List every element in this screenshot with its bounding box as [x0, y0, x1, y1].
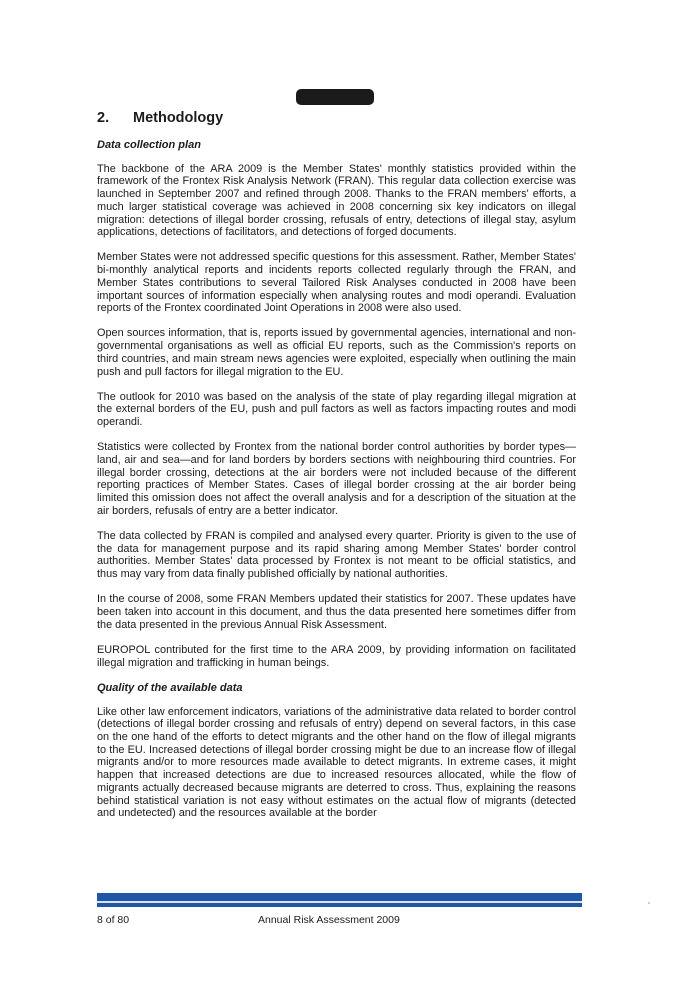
- paragraph-statistics: Statistics were collected by Frontex from the national border control authorities by border types—land, air and sea—and for land borders by borders sections with neighbouring third countries. For illegal border crossing, detections at the air borders were not included because of the different reporting practices of Member States. Cases of illegal border crossing at the air border being limited this omission does not affect the overall analysis and for a description of the situation at the air borders, refusals of entry are a better indicator.: [97, 441, 576, 517]
- paragraph-open-sources: Open sources information, that is, reports issued by governmental agencies, international and non-governmental organisations as well as official EU reports, such as the Commission's reports on third countries, and main stream news agencies were exploited, especially when outlining the main push and pull factors for illegal migration to the EU.: [97, 327, 576, 378]
- paragraph-outlook: The outlook for 2010 was based on the analysis of the state of play regarding illegal migration at the external borders of the EU, push and pull factors as well as factors impacting routes and modi operandi.: [97, 390, 576, 429]
- page-footer: [97, 914, 400, 926]
- document-title: Annual Risk Assessment 2009: [258, 914, 400, 926]
- subheading-data-collection: Data collection plan: [97, 139, 201, 151]
- section-heading: [97, 110, 223, 126]
- paragraph-updates: In the course of 2008, some FRAN Members updated their statistics for 2007. These updates have been taken into account in this document, and thus the data presented here sometimes differ from the data presented in the previous Annual Risk Assessment.: [97, 593, 576, 631]
- document-body: [97, 139, 576, 820]
- footer-bar: [97, 893, 582, 907]
- paragraph-backbone: The backbone of the ARA 2009 is the Member States' monthly statistics provided within the framework of the Frontex Risk Analysis Network (FRAN). This regular data collection exercise was launched in September 2007 and refined through 2008. Thanks to the FRAN members' efforts, a much larger statistical coverage was achieved in 2008 concerning six key indicators on illegal migration: detections of illegal border crossing, refusals of entry, detections of illegal stay, asylum applications, detections of facilitators, and detections of forged documents.: [97, 162, 576, 239]
- section-number: 2.: [97, 110, 110, 126]
- paragraph-member-states: Member States were not addressed specific questions for this assessment. Rather, Member States' bi-monthly analytical reports and incidents reports collected regularly through the FRAN, and Member States contributions to several Tailored Risk Analyses conducted in 2008 have been important sources of information especially when analysing routes and modi operandi. Evaluation reports of the Frontex coordinated Joint Operations in 2008 were also used.: [97, 251, 576, 315]
- section-title: Methodology: [133, 110, 224, 126]
- scan-speck: [648, 902, 650, 904]
- paragraph-fran-data: The data collected by FRAN is compiled and analysed every quarter. Priority is given to the use of the data for management purpose and its rapid sharing among Member States' border control authorities. Member States' data processed by Frontex is not meant to be official statistics, and thus may vary from data finally published officially by national authorities.: [97, 530, 576, 581]
- redaction-mark: [296, 89, 374, 105]
- paragraph-law-enforcement: Like other law enforcement indicators, variations of the administrative data related to border control (detections of illegal border crossing and refusals of entry) depend on several factors, in this case on the one hand of the efforts to detect migrants and the other hand on the flow of illegal migrants to the EU. Increased detections of illegal border crossing might be due to an increase flow of illegal migrants and/or to more resources made available to detect migrants. In extreme cases, it might happen that increased detections are due to increased resources allocated, while the flow of migrants actually decreased because migrants are deterred to cross. Thus, explaining the reasons behind statistical variation is not easy without estimates on the actual flow of migrants (detected and undetected) and the resources available at the border: [97, 705, 576, 820]
- footer-bar-line: [97, 901, 582, 903]
- subheading-quality: Quality of the available data: [97, 681, 243, 694]
- paragraph-europol: EUROPOL contributed for the first time to the ARA 2009, by providing information on facilitated illegal migration and trafficking in human beings.: [97, 644, 576, 669]
- page-number: 8 of 80: [97, 914, 130, 926]
